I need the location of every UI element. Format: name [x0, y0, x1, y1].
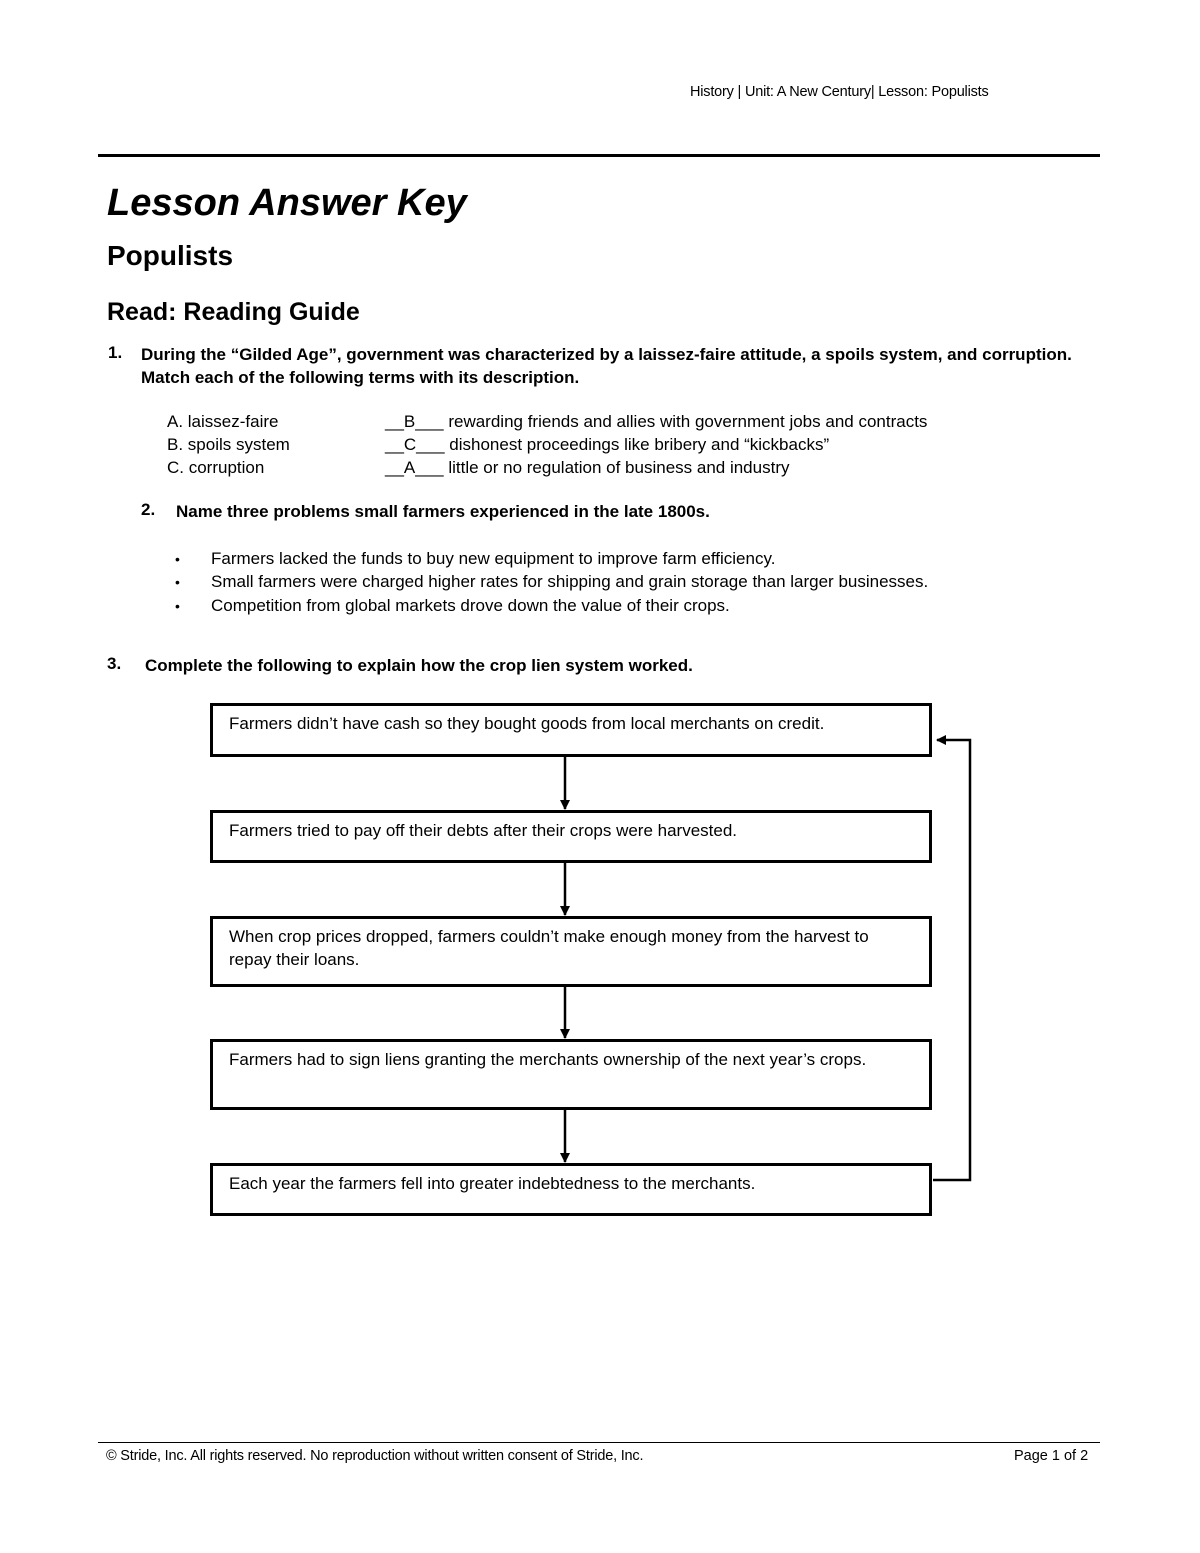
footer-page-number: Page 1 of 2	[1014, 1448, 1089, 1464]
bullet-marker: •	[175, 574, 180, 590]
flow-step-1: Farmers didn’t have cash so they bought goods from local merchants on credit.	[210, 703, 932, 757]
match-term-a: A. laissez-faire	[167, 412, 279, 431]
question-2-number: 2.	[141, 500, 156, 519]
flow-step-2: Farmers tried to pay off their debts after their crops were harvested.	[210, 810, 932, 863]
answer-bullet-2: Small farmers were charged higher rates for shipping and grain storage than larger businesses.	[211, 572, 929, 591]
question-1-number: 1.	[108, 343, 123, 362]
match-term-b: B. spoils system	[167, 435, 290, 454]
flow-step-4: Farmers had to sign liens granting the merchants ownership of the next year’s crops.	[210, 1039, 932, 1110]
flow-loop-arrow	[933, 740, 970, 1180]
section-heading: Read: Reading Guide	[107, 298, 360, 326]
match-answer-1: __B___ rewarding friends and allies with government jobs and contracts	[385, 412, 928, 431]
bullet-marker: •	[175, 598, 180, 614]
question-3-number: 3.	[107, 654, 122, 673]
page-header-breadcrumb: History | Unit: A New Century| Lesson: Populists	[690, 84, 989, 100]
match-term-c: C. corruption	[167, 458, 265, 477]
answer-bullet-3: Competition from global markets drove down the value of their crops.	[211, 596, 730, 615]
footer-rule	[98, 1442, 1100, 1443]
bullet-marker: •	[175, 551, 180, 567]
document-title: Lesson Answer Key	[107, 182, 467, 224]
flow-step-5: Each year the farmers fell into greater indebtedness to the merchants.	[210, 1163, 932, 1216]
flow-step-3: When crop prices dropped, farmers couldn’t make enough money from the harvest to repay their loans.	[210, 916, 932, 987]
lesson-subtitle: Populists	[107, 240, 234, 271]
answer-bullet-1: Farmers lacked the funds to buy new equipment to improve farm efficiency.	[211, 549, 776, 568]
match-answer-3: __A___ little or no regulation of business and industry	[385, 458, 790, 477]
question-3-text: Complete the following to explain how the crop lien system worked.	[145, 656, 693, 675]
footer-copyright: © Stride, Inc. All rights reserved. No reproduction without written consent of Stride, Inc.	[106, 1448, 644, 1464]
match-answer-2: __C___ dishonest proceedings like bribery and “kickbacks”	[385, 435, 830, 454]
question-2-text: Name three problems small farmers experienced in the late 1800s.	[176, 502, 710, 521]
question-1-text: During the “Gilded Age”, government was characterized by a laissez-faire attitude, a spoils system, and corruption. Match each of the following terms with its description.	[141, 345, 1072, 387]
